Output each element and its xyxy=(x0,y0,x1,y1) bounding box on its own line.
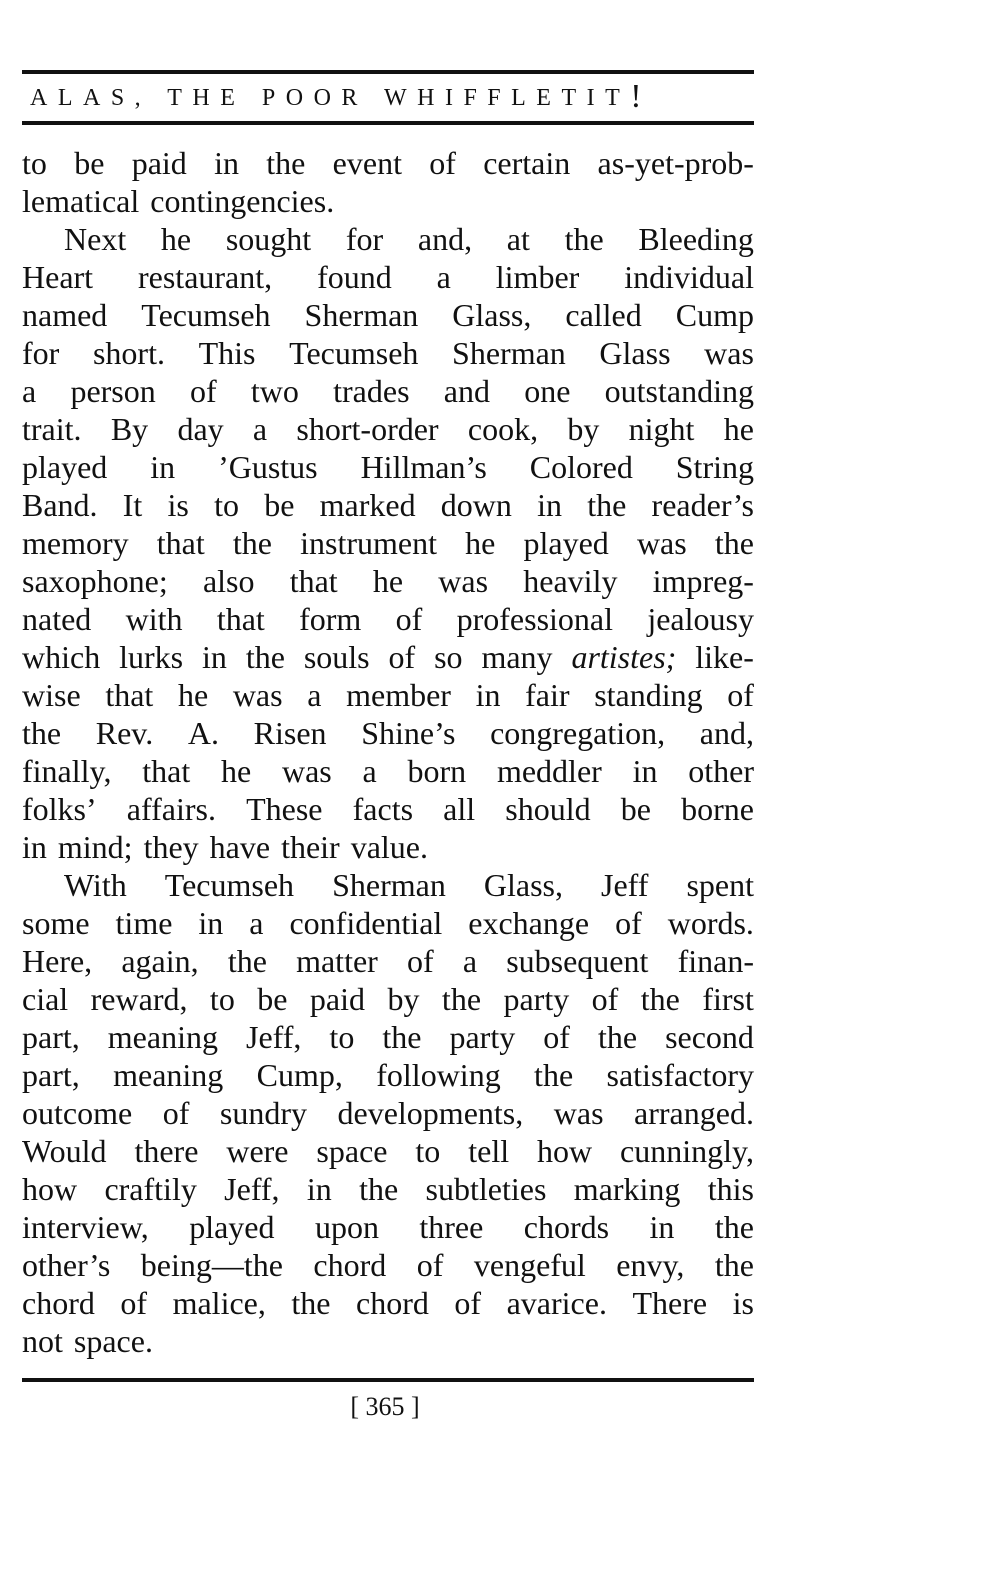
word: there xyxy=(134,1133,199,1169)
word: String xyxy=(675,449,754,485)
word: the xyxy=(227,943,267,979)
word: the xyxy=(245,639,285,675)
word: the xyxy=(564,221,604,257)
word: finan- xyxy=(677,943,754,979)
word: to xyxy=(329,1019,355,1055)
word: borne xyxy=(681,791,754,827)
word: Shine’s xyxy=(361,715,456,751)
word: chord xyxy=(313,1247,387,1283)
text-line xyxy=(22,942,754,980)
word: lurks xyxy=(119,639,184,675)
word: nated xyxy=(22,601,92,637)
word: like- xyxy=(695,639,754,675)
text-line xyxy=(22,486,754,524)
word: It xyxy=(122,487,143,523)
word: artistes; xyxy=(571,639,677,675)
word: memory xyxy=(22,525,129,561)
word: craftily xyxy=(104,1171,197,1207)
word: short. xyxy=(92,335,165,371)
word: for xyxy=(22,335,60,371)
text-line xyxy=(22,1208,754,1246)
word: the xyxy=(359,1171,399,1207)
word: Risen xyxy=(253,715,327,751)
word: sought xyxy=(225,221,312,257)
word: named xyxy=(22,297,108,333)
word: one xyxy=(524,373,571,409)
running-head-exclamation: ! xyxy=(630,78,642,115)
word: facts xyxy=(352,791,414,827)
word: Sherman xyxy=(452,335,566,371)
word: A. xyxy=(187,715,219,751)
word: to xyxy=(209,981,235,1017)
word: Glass, xyxy=(483,867,563,903)
word: played xyxy=(523,525,609,561)
word: born xyxy=(407,753,467,789)
word: of xyxy=(727,677,754,713)
word: malice, xyxy=(172,1285,266,1321)
word: with xyxy=(125,601,183,637)
word: of xyxy=(406,943,434,979)
text-line xyxy=(22,638,754,676)
word: following xyxy=(376,1057,501,1093)
text-line xyxy=(22,600,754,638)
word: Band. xyxy=(22,487,98,523)
word: envy, xyxy=(616,1247,685,1283)
text-line xyxy=(22,1246,754,1284)
word: chord xyxy=(356,1285,429,1321)
text-line xyxy=(22,144,754,182)
word: party xyxy=(449,1019,516,1055)
word: as-yet-prob- xyxy=(597,145,754,181)
word: spent xyxy=(686,867,754,903)
text-line xyxy=(22,562,754,600)
word: again, xyxy=(121,943,199,979)
word: played xyxy=(22,449,108,485)
word: short-order xyxy=(296,411,439,447)
word: a xyxy=(249,905,264,941)
word: Cump, xyxy=(256,1057,343,1093)
word: being—the xyxy=(140,1247,283,1283)
word: Next xyxy=(64,221,127,257)
word: a xyxy=(252,411,268,447)
word: value. xyxy=(350,829,428,865)
word: he xyxy=(372,563,404,599)
word: professional xyxy=(456,601,613,637)
word: By xyxy=(110,411,149,447)
word: developments, xyxy=(337,1095,524,1131)
word: mind; xyxy=(57,829,133,865)
word: space. xyxy=(73,1323,153,1359)
word: vengeful xyxy=(473,1247,586,1283)
word: fair xyxy=(525,677,570,713)
word: This xyxy=(198,335,256,371)
text-line xyxy=(22,1170,754,1208)
word: tell xyxy=(468,1133,510,1169)
word: down xyxy=(440,487,512,523)
word: ’Gustus xyxy=(218,449,318,485)
page-number: [ 365 ] xyxy=(350,1392,420,1421)
word: their xyxy=(281,829,340,865)
word: and, xyxy=(699,715,754,751)
word: impreg- xyxy=(652,563,754,599)
word: he xyxy=(723,411,754,447)
text-line xyxy=(22,410,754,448)
word: marked xyxy=(319,487,416,523)
word: affairs. xyxy=(126,791,216,827)
word: avarice. xyxy=(506,1285,607,1321)
word: is xyxy=(167,487,189,523)
word: Rev. xyxy=(95,715,154,751)
word: satisfactory xyxy=(606,1057,754,1093)
word: the xyxy=(714,525,754,561)
word: two xyxy=(250,373,299,409)
word: he xyxy=(177,677,209,713)
word: outstanding xyxy=(604,373,754,409)
word: at xyxy=(506,221,530,257)
word: interview, xyxy=(22,1209,149,1245)
word: that xyxy=(216,601,265,637)
word: be xyxy=(620,791,651,827)
word: and, xyxy=(417,221,473,257)
word: of xyxy=(162,1095,190,1131)
word: they xyxy=(143,829,199,865)
word: he xyxy=(221,753,252,789)
word: Heart xyxy=(22,259,94,295)
word: words. xyxy=(667,905,754,941)
word: that xyxy=(156,525,205,561)
word: other’s xyxy=(22,1247,111,1283)
word: three xyxy=(419,1209,484,1245)
word: space xyxy=(316,1133,388,1169)
word: paid xyxy=(131,145,187,181)
word: in xyxy=(198,905,224,941)
word: meaning xyxy=(107,1019,218,1055)
word: in xyxy=(202,639,227,675)
word: the xyxy=(597,1019,638,1055)
word: contingencies. xyxy=(150,183,335,219)
word: of xyxy=(429,145,456,181)
word: chords xyxy=(523,1209,610,1245)
word: Glass xyxy=(599,335,671,371)
word: form xyxy=(299,601,362,637)
word: subsequent xyxy=(506,943,649,979)
word: to xyxy=(214,487,239,523)
word: have xyxy=(209,829,271,865)
word: found xyxy=(317,259,392,295)
text-line xyxy=(22,714,754,752)
header-rule xyxy=(22,121,754,125)
word: in xyxy=(475,677,501,713)
word: jealousy xyxy=(647,601,754,637)
word: certain xyxy=(483,145,571,181)
word: Glass, xyxy=(452,297,532,333)
word: Would xyxy=(22,1133,107,1169)
text-line xyxy=(22,828,754,866)
word: individual xyxy=(624,259,754,295)
word: Jeff, xyxy=(246,1019,302,1055)
word: also xyxy=(202,563,255,599)
word: Hillman’s xyxy=(360,449,487,485)
word: paid xyxy=(309,981,366,1017)
word: meaning xyxy=(113,1057,224,1093)
word: Here, xyxy=(22,943,93,979)
word: folks’ xyxy=(22,791,97,827)
word: the xyxy=(534,1057,574,1093)
word: be xyxy=(257,981,288,1017)
word: day xyxy=(177,411,224,447)
word: saxophone; xyxy=(22,563,168,599)
word: many xyxy=(481,639,553,675)
word: how xyxy=(22,1171,78,1207)
word: some xyxy=(22,905,90,941)
word: played xyxy=(189,1209,275,1245)
text-line xyxy=(22,182,754,220)
word: of xyxy=(189,373,217,409)
word: Bleeding xyxy=(638,221,754,257)
word: event xyxy=(332,145,402,181)
word: this xyxy=(707,1171,754,1207)
word: party xyxy=(503,981,570,1017)
word: is xyxy=(732,1285,754,1321)
text-line xyxy=(22,676,754,714)
word: in xyxy=(22,829,47,865)
word: of xyxy=(615,905,642,941)
word: a xyxy=(307,677,322,713)
word: in xyxy=(214,145,239,181)
word: outcome xyxy=(22,1095,133,1131)
word: other xyxy=(688,753,754,789)
word: confidential xyxy=(289,905,443,941)
word: a xyxy=(362,753,377,789)
word: finally, xyxy=(22,753,112,789)
word: was xyxy=(232,677,283,713)
word: arranged. xyxy=(634,1095,754,1131)
text-line xyxy=(22,372,754,410)
text-line xyxy=(22,980,754,1018)
word: congregation, xyxy=(490,715,666,751)
word: the xyxy=(232,525,272,561)
word: in xyxy=(306,1171,332,1207)
word: reward, xyxy=(90,981,188,1017)
word: cook, xyxy=(467,411,539,447)
word: exchange xyxy=(468,905,590,941)
text-line xyxy=(22,258,754,296)
word: With xyxy=(64,867,127,903)
word: cunningly, xyxy=(620,1133,754,1169)
text-line xyxy=(22,220,754,258)
word: of xyxy=(120,1285,148,1321)
word: souls xyxy=(303,639,370,675)
word: the xyxy=(382,1019,422,1055)
word: how xyxy=(537,1133,593,1169)
word: in xyxy=(537,487,563,523)
word: of xyxy=(454,1285,482,1321)
word: were xyxy=(226,1133,289,1169)
word: cial xyxy=(22,981,69,1017)
word: a xyxy=(436,259,451,295)
word: a xyxy=(462,943,478,979)
word: be xyxy=(74,145,105,181)
word: was xyxy=(281,753,332,789)
word: of xyxy=(416,1247,444,1283)
body-text xyxy=(22,144,754,1360)
word: should xyxy=(505,791,591,827)
text-line xyxy=(22,1094,754,1132)
word: upon xyxy=(314,1209,379,1245)
word: first xyxy=(702,981,754,1017)
text-line xyxy=(22,296,754,334)
word: of xyxy=(395,601,423,637)
word: trait. xyxy=(22,411,82,447)
word: part, xyxy=(22,1057,80,1093)
word: by xyxy=(387,981,420,1017)
word: instrument xyxy=(300,525,438,561)
word: Tecumseh xyxy=(164,867,295,903)
word: meddler xyxy=(496,753,602,789)
word: he xyxy=(465,525,496,561)
word: restaurant, xyxy=(137,259,273,295)
text-line xyxy=(22,1284,754,1322)
word: was xyxy=(438,563,489,599)
word: not xyxy=(22,1323,63,1359)
word: that xyxy=(142,753,191,789)
word: wise xyxy=(22,677,81,713)
word: was xyxy=(704,335,754,371)
word: sundry xyxy=(219,1095,307,1131)
text-line xyxy=(22,1056,754,1094)
running-head-title: ALAS, THE POOR WHIFFLETIT xyxy=(30,85,631,111)
word: he xyxy=(160,221,192,257)
top-rule xyxy=(22,70,754,74)
word: and xyxy=(443,373,490,409)
word: chord xyxy=(22,1285,95,1321)
text-line xyxy=(22,1322,754,1360)
word: the xyxy=(266,145,306,181)
footer-rule xyxy=(22,1378,754,1382)
text-line xyxy=(22,752,754,790)
word: all xyxy=(443,791,476,827)
running-head xyxy=(30,78,754,115)
word: Sherman xyxy=(332,867,446,903)
word: the xyxy=(714,1247,754,1283)
word: which xyxy=(22,639,101,675)
text-line xyxy=(22,448,754,486)
word: the xyxy=(291,1285,331,1321)
word: lematical xyxy=(22,183,140,219)
word: second xyxy=(665,1019,754,1055)
word: the xyxy=(22,715,62,751)
word: of xyxy=(388,639,416,675)
word: Tecumseh xyxy=(289,335,419,371)
word: by xyxy=(567,411,600,447)
word: Sherman xyxy=(304,297,419,333)
text-line xyxy=(22,790,754,828)
word: subtleties xyxy=(425,1171,547,1207)
word: so xyxy=(434,639,463,675)
text-line xyxy=(22,904,754,942)
text-line xyxy=(22,524,754,562)
word: time xyxy=(115,905,173,941)
word: Tecumseh xyxy=(141,297,271,333)
word: the xyxy=(587,487,627,523)
text-line xyxy=(22,334,754,372)
word: in xyxy=(150,449,176,485)
word: Jeff xyxy=(601,867,649,903)
word: reader’s xyxy=(651,487,754,523)
word: of xyxy=(543,1019,570,1055)
word: limber xyxy=(495,259,580,295)
word: night xyxy=(628,411,695,447)
word: These xyxy=(246,791,323,827)
word: There xyxy=(632,1285,708,1321)
word: was xyxy=(636,525,687,561)
word: member xyxy=(346,677,451,713)
word: matter xyxy=(296,943,378,979)
word: a xyxy=(22,373,37,409)
word: person xyxy=(70,373,156,409)
word: that xyxy=(289,563,338,599)
word: the xyxy=(640,981,680,1017)
word: in xyxy=(632,753,658,789)
word: part, xyxy=(22,1019,80,1055)
word: of xyxy=(591,981,619,1017)
word: heavily xyxy=(523,563,618,599)
word: the xyxy=(714,1209,754,1245)
word: to xyxy=(415,1133,441,1169)
word: that xyxy=(105,677,154,713)
word: in xyxy=(649,1209,675,1245)
word: to xyxy=(22,145,47,181)
word: trades xyxy=(333,373,410,409)
text-line xyxy=(22,866,754,904)
word: the xyxy=(441,981,482,1017)
word: for xyxy=(345,221,384,257)
text-line xyxy=(22,1018,754,1056)
word: be xyxy=(264,487,295,523)
word: Jeff, xyxy=(224,1171,280,1207)
word: called xyxy=(565,297,642,333)
word: standing xyxy=(594,677,703,713)
word: was xyxy=(553,1095,604,1131)
word: Cump xyxy=(675,297,754,333)
text-line xyxy=(22,1132,754,1170)
word: marking xyxy=(573,1171,681,1207)
word: Colored xyxy=(529,449,633,485)
